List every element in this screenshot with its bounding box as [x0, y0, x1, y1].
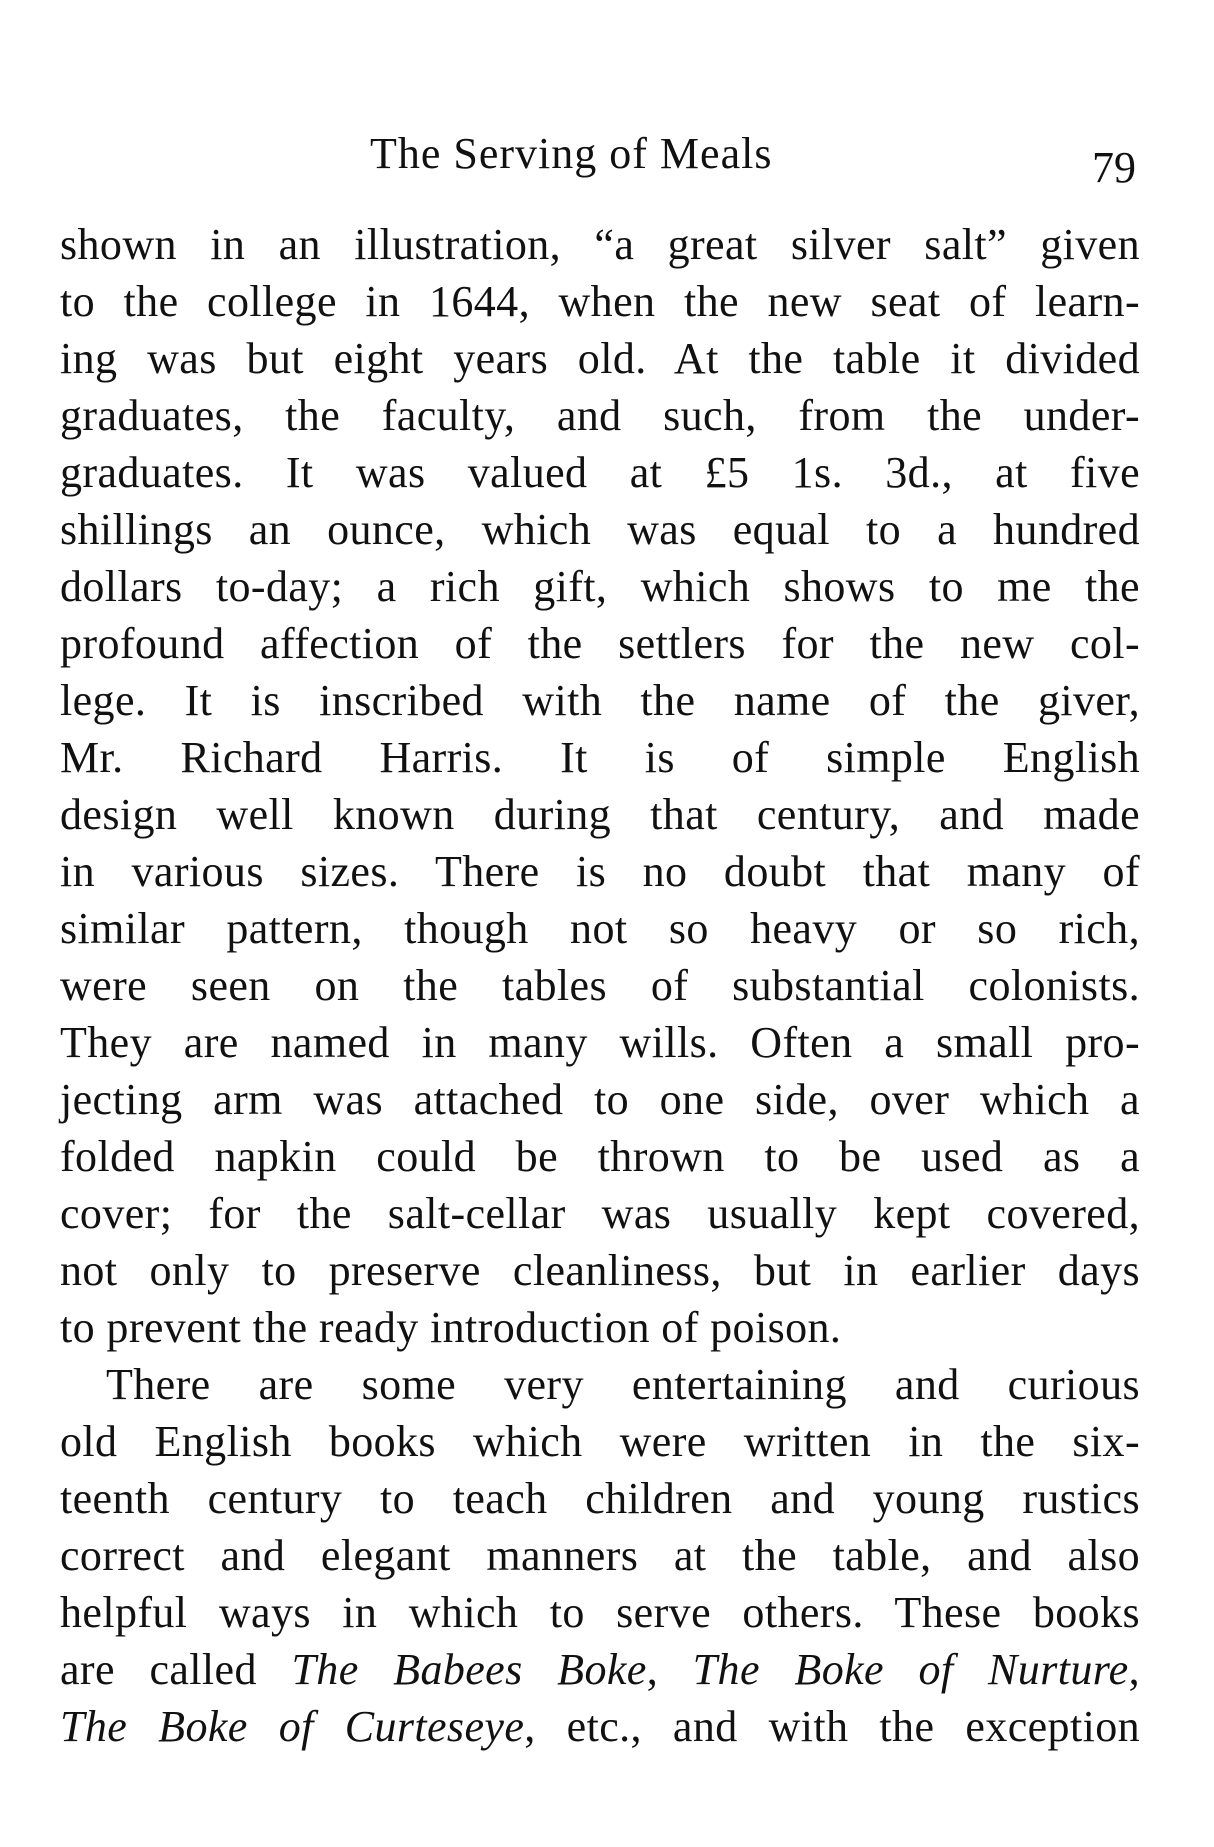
- text-line: profound affection of the settlers for the new col-: [60, 619, 1140, 668]
- text-line: to prevent the ready introduction of poison.: [60, 1303, 842, 1352]
- text-line: shillings an ounce, which was equal to a hundred: [60, 505, 1140, 554]
- text-run: ,: [646, 1645, 693, 1694]
- text-line: old English books which were written in the six-: [60, 1417, 1140, 1466]
- text-line: Mr. Richard Harris. It is of simple English: [60, 733, 1140, 782]
- text-run: , etc., and with the exception: [524, 1702, 1140, 1751]
- paragraph-1: [60, 216, 1140, 1356]
- book-title: The Boke of Curteseye: [60, 1702, 525, 1751]
- text-line: helpful ways in which to serve others. These books: [60, 1588, 1140, 1637]
- book-title: The Babees Boke: [291, 1645, 647, 1694]
- paragraph-2: [60, 1356, 1140, 1755]
- text-line: cover; for the salt-cellar was usually kept covered,: [60, 1189, 1140, 1238]
- running-head: [0, 128, 1214, 192]
- text-line: shown in an illustration, “a great silver salt” given: [60, 220, 1140, 269]
- text-line: to the college in 1644, when the new seat of learn-: [60, 277, 1140, 326]
- text-line: folded napkin could be thrown to be used as a: [60, 1132, 1140, 1181]
- text-line: were seen on the tables of substantial colonists.: [60, 961, 1140, 1010]
- text-line: graduates. It was valued at £5 1s. 3d., at five: [60, 448, 1140, 497]
- text-line: similar pattern, though not so heavy or so rich,: [60, 904, 1140, 953]
- text-line: design well known during that century, and made: [60, 790, 1140, 839]
- text-line: They are named in many wills. Often a small pro-: [60, 1018, 1140, 1067]
- text-line: graduates, the faculty, and such, from the under-: [60, 391, 1140, 440]
- running-title: The Serving of Meals: [370, 129, 773, 178]
- text-run: are called: [60, 1645, 292, 1694]
- text-line: lege. It is inscribed with the name of the giver,: [60, 676, 1140, 725]
- text-line: teenth century to teach children and young rustics: [60, 1474, 1140, 1523]
- text-line: not only to preserve cleanliness, but in earlier days: [60, 1246, 1140, 1295]
- text-line: There are some very entertaining and curious: [106, 1360, 1140, 1409]
- body-text: [60, 216, 1140, 1755]
- text-line-with-titles: [60, 1641, 1140, 1698]
- book-title: The Boke of Nurture: [692, 1645, 1129, 1694]
- text-run: ,: [1128, 1645, 1140, 1694]
- page-number: 79: [1092, 143, 1136, 192]
- text-line: in various sizes. There is no doubt that many of: [60, 847, 1140, 896]
- text-line: ing was but eight years old. At the table it divided: [60, 334, 1140, 383]
- text-line: correct and elegant manners at the table, and also: [60, 1531, 1140, 1580]
- text-line-with-titles: [60, 1698, 1140, 1755]
- text-line: jecting arm was attached to one side, over which a: [60, 1075, 1140, 1124]
- text-line: dollars to-day; a rich gift, which shows to me the: [60, 562, 1140, 611]
